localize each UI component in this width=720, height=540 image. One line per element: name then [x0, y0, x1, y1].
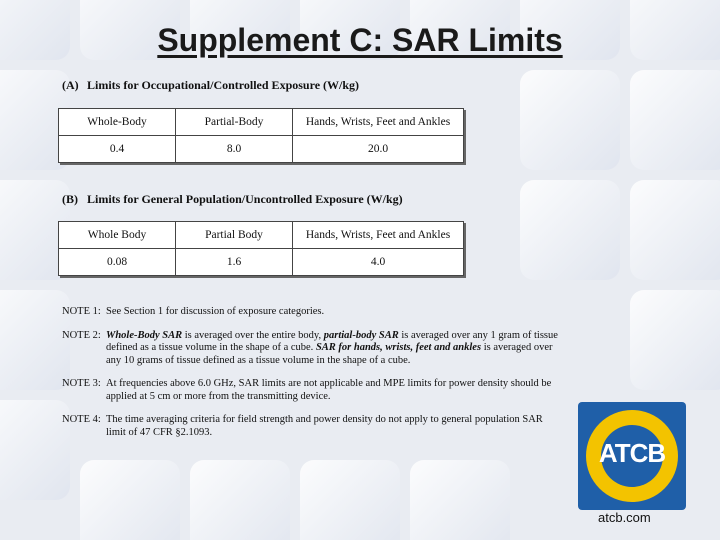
value-cell: 1.6 — [176, 249, 293, 276]
section-a-heading — [62, 78, 359, 93]
notes-section — [62, 306, 562, 450]
note-label: NOTE 3: — [62, 378, 101, 389]
value-cell: 0.4 — [59, 136, 176, 163]
value-cell: 4.0 — [293, 249, 464, 276]
note-label: NOTE 1: — [62, 306, 101, 317]
occupational-limits-table — [58, 108, 464, 163]
header-cell: Partial-Body — [176, 109, 293, 136]
website-label: atcb.com — [598, 510, 651, 525]
note-emphasis: partial-body SAR — [323, 329, 399, 341]
header-cell: Whole-Body — [59, 109, 176, 136]
note-label: NOTE 2: — [62, 329, 101, 341]
table-header-row — [59, 109, 464, 136]
note-text: Whole-Body SAR is averaged over the entire body, partial-body SAR is averaged over any 1 gram of tissue defined as a tissue volume in the shape of a cube. SAR for hands, wrists, feet and ankles is averaged over any 10 grams of tissue defined as a tissue volume in the shape of a cube. — [106, 329, 558, 366]
header-cell: Hands, Wrists, Feet and Ankles — [293, 109, 464, 136]
note-3 — [62, 378, 562, 403]
logo-text: ATCB — [598, 438, 666, 468]
slide-title: Supplement C: SAR Limits — [157, 22, 563, 58]
section-a-title: Limits for Occupational/Controlled Exposure (W/kg) — [87, 78, 360, 92]
note-4 — [62, 414, 562, 439]
note-text: At frequencies above 6.0 GHz, SAR limits are not applicable and MPE limits for power density should be applied at 5 cm or more from the transmitting device. — [106, 378, 552, 402]
note-1 — [62, 306, 562, 319]
section-a-tag: (A) — [62, 78, 79, 92]
value-cell: 20.0 — [293, 136, 464, 163]
note-2 — [62, 330, 562, 368]
table-row — [59, 136, 464, 163]
note-emphasis: Whole-Body SAR — [106, 329, 183, 341]
note-label: NOTE 4: — [62, 414, 101, 425]
table-row — [59, 249, 464, 276]
note-emphasis: SAR for hands, wrists, feet and ankles — [315, 342, 482, 353]
atcb-logo — [578, 402, 686, 510]
value-cell: 0.08 — [59, 249, 176, 276]
header-cell: Partial Body — [176, 222, 293, 249]
section-b-heading — [62, 192, 403, 207]
general-population-limits-table — [58, 221, 464, 276]
header-cell: Whole Body — [59, 222, 176, 249]
note-text: See Section 1 for discussion of exposure categories. — [106, 306, 325, 317]
section-b-tag: (B) — [62, 192, 78, 206]
table-header-row — [59, 222, 464, 249]
section-b-title: Limits for General Population/Uncontrolled Exposure (W/kg) — [87, 192, 403, 206]
header-cell: Hands, Wrists, Feet and Ankles — [293, 222, 464, 249]
value-cell: 8.0 — [176, 136, 293, 163]
note-text: The time averaging criteria for field strength and power density do not apply to general population SAR limit of 47 CFR §2.1093. — [106, 414, 543, 438]
